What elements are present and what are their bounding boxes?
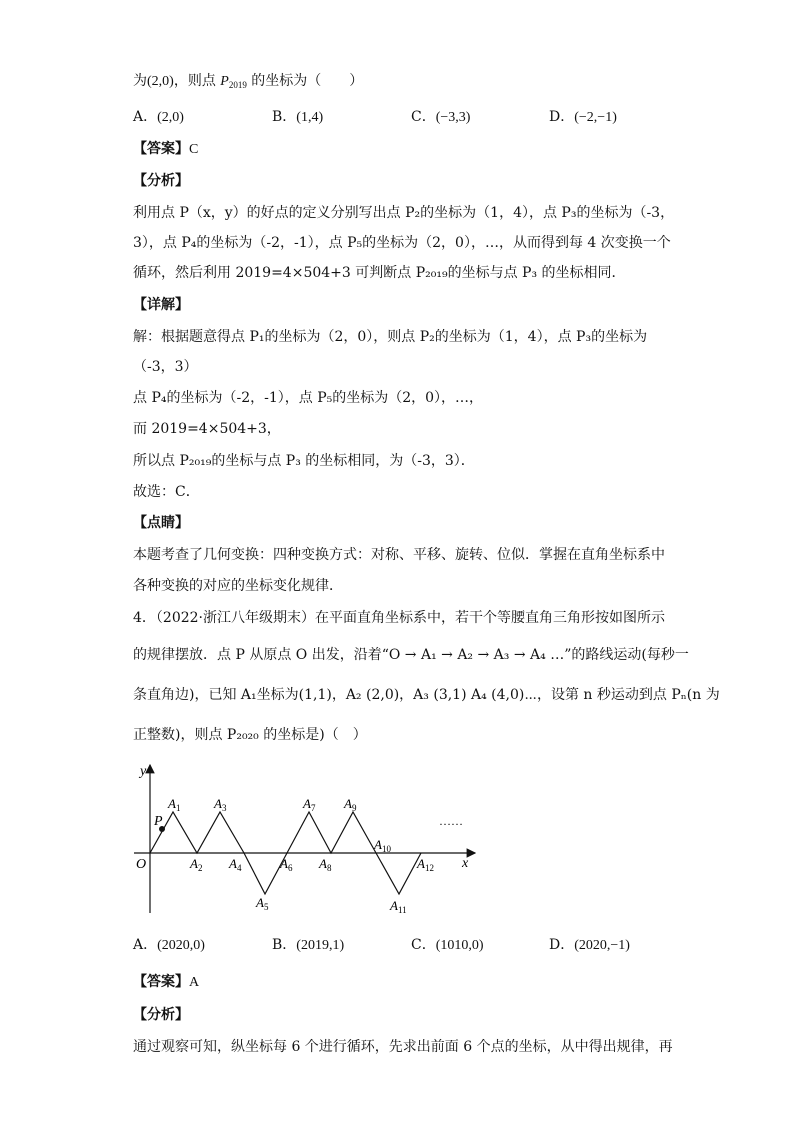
option-letter: D． <box>549 109 575 125</box>
q3-comment-line-2: 各种变换的对应的坐标变化规律． <box>133 578 343 594</box>
vertex-label-a5: $A_5$ <box>256 895 269 912</box>
q3-stem-pre: 为 <box>133 73 147 89</box>
answer-value: C <box>189 142 199 157</box>
q3-detail-line-1: 解：根据题意得点 P₁的坐标为（2，0），则点 P₂的坐标为（1，4），点 P₃的坐标为 <box>133 329 648 345</box>
option-value: (−3,3) <box>435 110 471 125</box>
vertex-label-a12: $A_{12}$ <box>417 856 434 873</box>
origin-label: O <box>136 857 147 872</box>
q3-detail-line-5: 所以点 P₂₀₁₉的坐标与点 P₃ 的坐标相同，为（-3，3）． <box>133 453 475 469</box>
y-axis-label: y <box>140 764 147 779</box>
q3-option-d <box>549 107 617 128</box>
q3-stem-post: 的坐标为（ ） <box>246 73 364 89</box>
q4-option-c <box>411 935 484 956</box>
answer-label: 【答案】 <box>133 974 189 990</box>
q3-stem-sub: 2019 <box>228 80 247 90</box>
q3-option-a <box>133 107 184 128</box>
vertex-label-a2: $A_2$ <box>190 856 203 873</box>
point-p-label: P <box>154 814 163 829</box>
option-letter: B． <box>272 937 297 953</box>
vertex-label-a7: $A_7$ <box>303 796 316 813</box>
option-value: (1,4) <box>296 110 324 125</box>
x-axis-label: x <box>462 856 469 871</box>
q3-option-c <box>411 107 470 128</box>
q3-stem-tail <box>133 71 363 95</box>
q3-analysis-label: 【分析】 <box>133 173 189 189</box>
q4-analysis-label: 【分析】 <box>133 1007 189 1023</box>
option-letter: A． <box>133 109 158 125</box>
q3-analysis-line-3: 循环，然后利用 2019=4×504+3 可判断点 P₂₀₁₉的坐标与点 P₃ 的坐标相同． <box>133 265 626 281</box>
q3-detail-line-6: 故选：C． <box>133 484 200 500</box>
q3-analysis-line-1: 利用点 P（x，y）的好点的定义分别写出点 P₂的坐标为（1，4），点 P₃的坐标为（-3， <box>133 205 675 221</box>
q3-analysis-line-2: 3），点 P₄的坐标为（-2，-1），点 P₅的坐标为（2，0），…，从而得到每 4 次变换一个 <box>133 235 671 251</box>
option-letter: A． <box>133 937 158 953</box>
q4-stem-line-1: 4．（2022·浙江八年级期末）在平面直角坐标系中，若干个等腰直角三角形按如图所示 <box>133 610 665 626</box>
q3-stem-coord: (2,0) <box>147 74 174 89</box>
q4-stem-line-3: 条直角边)，已知 A₁坐标为(1,1)，A₂ (2,0)，A₃ (3,1) A₄ (4,0)⋯，设第 n 秒运动到点 Pₙ(n 为 <box>133 687 720 703</box>
q4-option-d <box>549 935 630 956</box>
option-value: (2020,0) <box>157 938 205 953</box>
vertex-label-a3: $A_3$ <box>214 796 227 813</box>
answer-label: 【答案】 <box>133 141 189 157</box>
q4-stem-line-2: 的规律摆放．点 P 从原点 O 出发，沿着“O → A₁ → A₂ → A₃ → A₄ …”的路线运动(每秒一 <box>133 647 689 663</box>
q3-comment-label: 【点睛】 <box>133 515 189 531</box>
vertex-label-a9: $A_9$ <box>344 796 357 813</box>
q3-detail-label: 【详解】 <box>133 297 189 313</box>
q4-option-a <box>133 935 205 956</box>
q3-stem-mid: ，则点 <box>173 73 221 89</box>
q3-answer <box>133 139 198 160</box>
option-value: (2020,−1) <box>574 938 630 953</box>
vertex-label-a6: $A_6$ <box>280 856 293 873</box>
vertex-label-a10: $A_{10}$ <box>374 837 391 854</box>
vertex-label-a4: $A_4$ <box>229 856 242 873</box>
q3-detail-line-3: 点 P₄的坐标为（-2，-1），点 P₅的坐标为（2，0），…， <box>133 390 484 406</box>
option-letter: C． <box>411 937 436 953</box>
q4-analysis-line: 通过观察可知，纵坐标每 6 个进行循环，先求出前面 6 个点的坐标，从中得出规律，再 <box>133 1039 673 1055</box>
q4-option-b <box>272 935 344 956</box>
option-value: (2019,1) <box>296 938 345 953</box>
vertex-label-a1: $A_1$ <box>168 796 181 813</box>
q4-answer <box>133 972 199 993</box>
q4-figure <box>120 755 490 920</box>
option-letter: C． <box>411 109 436 125</box>
option-letter: D． <box>549 937 575 953</box>
option-value: (−2,−1) <box>574 110 617 125</box>
vertex-labels <box>167 796 434 915</box>
answer-value: A <box>189 975 200 990</box>
vertex-label-a11: $A_{11}$ <box>390 898 407 915</box>
ellipsis: …… <box>439 814 463 828</box>
q3-detail-line-4: 而 2019=4×504+3， <box>133 421 281 437</box>
vertex-label-a8: $A_8$ <box>319 856 332 873</box>
option-value: (1010,0) <box>435 938 484 953</box>
q3-option-b <box>272 107 323 128</box>
q3-stem-point: P <box>220 74 229 89</box>
option-value: (2,0) <box>157 110 184 125</box>
q4-stem-line-4: 正整数)，则点 P₂₀₂₀ 的坐标是)（ ） <box>133 727 367 743</box>
q3-comment-line-1: 本题考查了几何变换：四种变换方式：对称、平移、旋转、位似．掌握在直角坐标系中 <box>133 547 665 563</box>
option-letter: B． <box>272 109 297 125</box>
q3-detail-line-2: （-3，3） <box>133 359 198 375</box>
